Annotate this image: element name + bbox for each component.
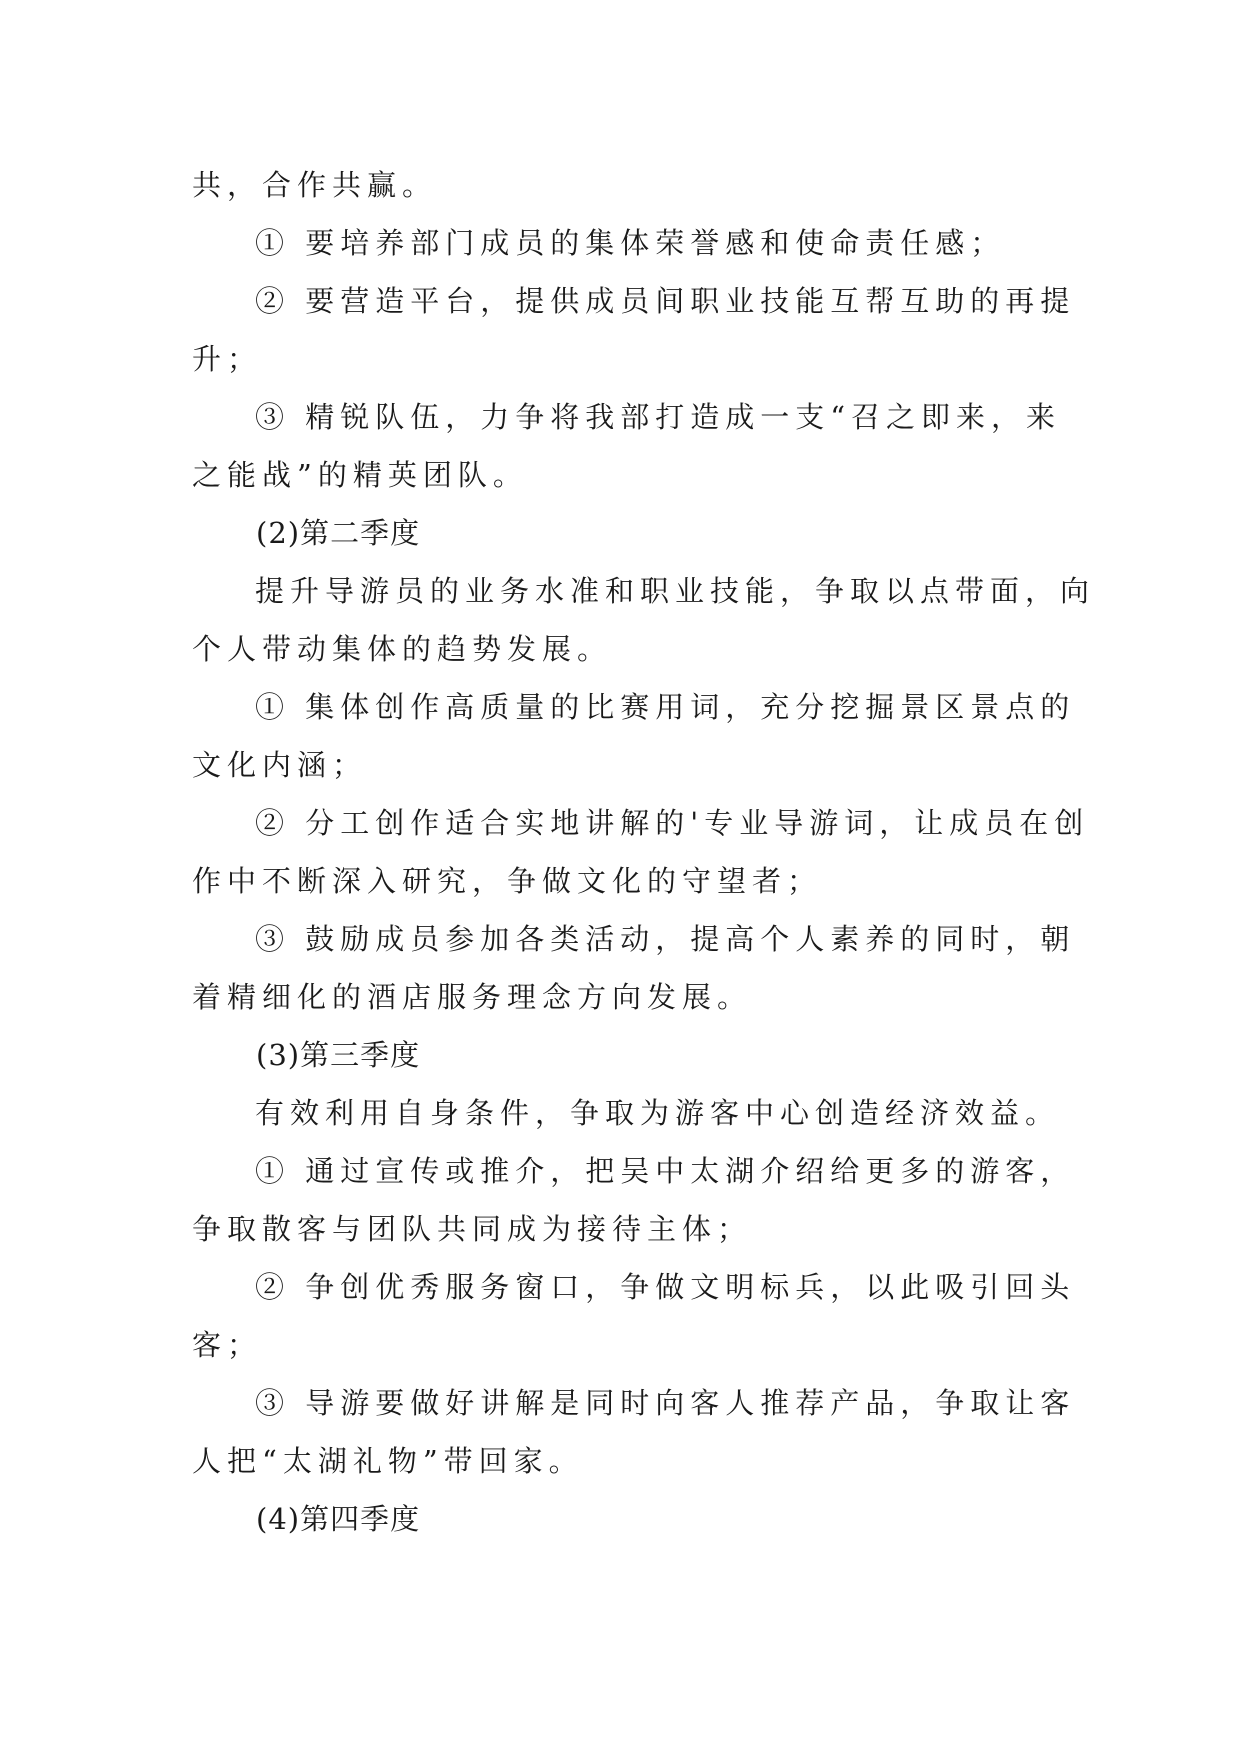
text-line: ③ 导游要做好讲解是同时向客人推荐产品，争取让客 bbox=[255, 1386, 1076, 1420]
text-line: 升； bbox=[192, 342, 263, 376]
text-line: ① 要培养部门成员的集体荣誉感和使命责任感； bbox=[255, 226, 1006, 260]
text-line: ③ 精锐队伍，力争将我部打造成一支“召之即来，来 bbox=[255, 400, 1062, 434]
text-line: ② 要营造平台，提供成员间职业技能互帮互助的再提 bbox=[255, 284, 1076, 318]
text-line: ② 分工创作适合实地讲解的'专业导游词，让成员在创 bbox=[255, 806, 1090, 840]
text-line: 作中不断深入研究，争做文化的守望者； bbox=[192, 864, 823, 898]
text-line: ① 通过宣传或推介，把吴中太湖介绍给更多的游客， bbox=[255, 1154, 1076, 1188]
text-line: ① 集体创作高质量的比赛用词，充分挖掘景区景点的 bbox=[255, 690, 1076, 724]
text-line: 有效利用自身条件，争取为游客中心创造经济效益。 bbox=[255, 1096, 1061, 1130]
section-heading: (3)第三季度 bbox=[256, 1038, 421, 1072]
text-line: 共，合作共赢。 bbox=[192, 168, 438, 202]
text-line: 文化内涵； bbox=[192, 748, 368, 782]
text-line: ② 争创优秀服务窗口，争做文明标兵，以此吸引回头 bbox=[255, 1270, 1076, 1304]
section-heading: (4)第四季度 bbox=[256, 1502, 421, 1536]
section-heading: (2)第二季度 bbox=[256, 516, 421, 550]
text-line: 之能战”的精英团队。 bbox=[192, 458, 528, 492]
text-line: 人把“太湖礼物”带回家。 bbox=[192, 1444, 584, 1478]
body-text bbox=[192, 156, 1096, 1548]
text-line: ③ 鼓励成员参加各类活动，提高个人素养的同时，朝 bbox=[255, 922, 1076, 956]
text-line: 个人带动集体的趋势发展。 bbox=[192, 632, 613, 666]
text-line: 争取散客与团队共同成为接待主体； bbox=[192, 1212, 753, 1246]
text-line: 客； bbox=[192, 1328, 263, 1362]
text-line: 提升导游员的业务水准和职业技能，争取以点带面，向 bbox=[255, 574, 1096, 608]
text-line: 着精细化的酒店服务理念方向发展。 bbox=[192, 980, 753, 1014]
